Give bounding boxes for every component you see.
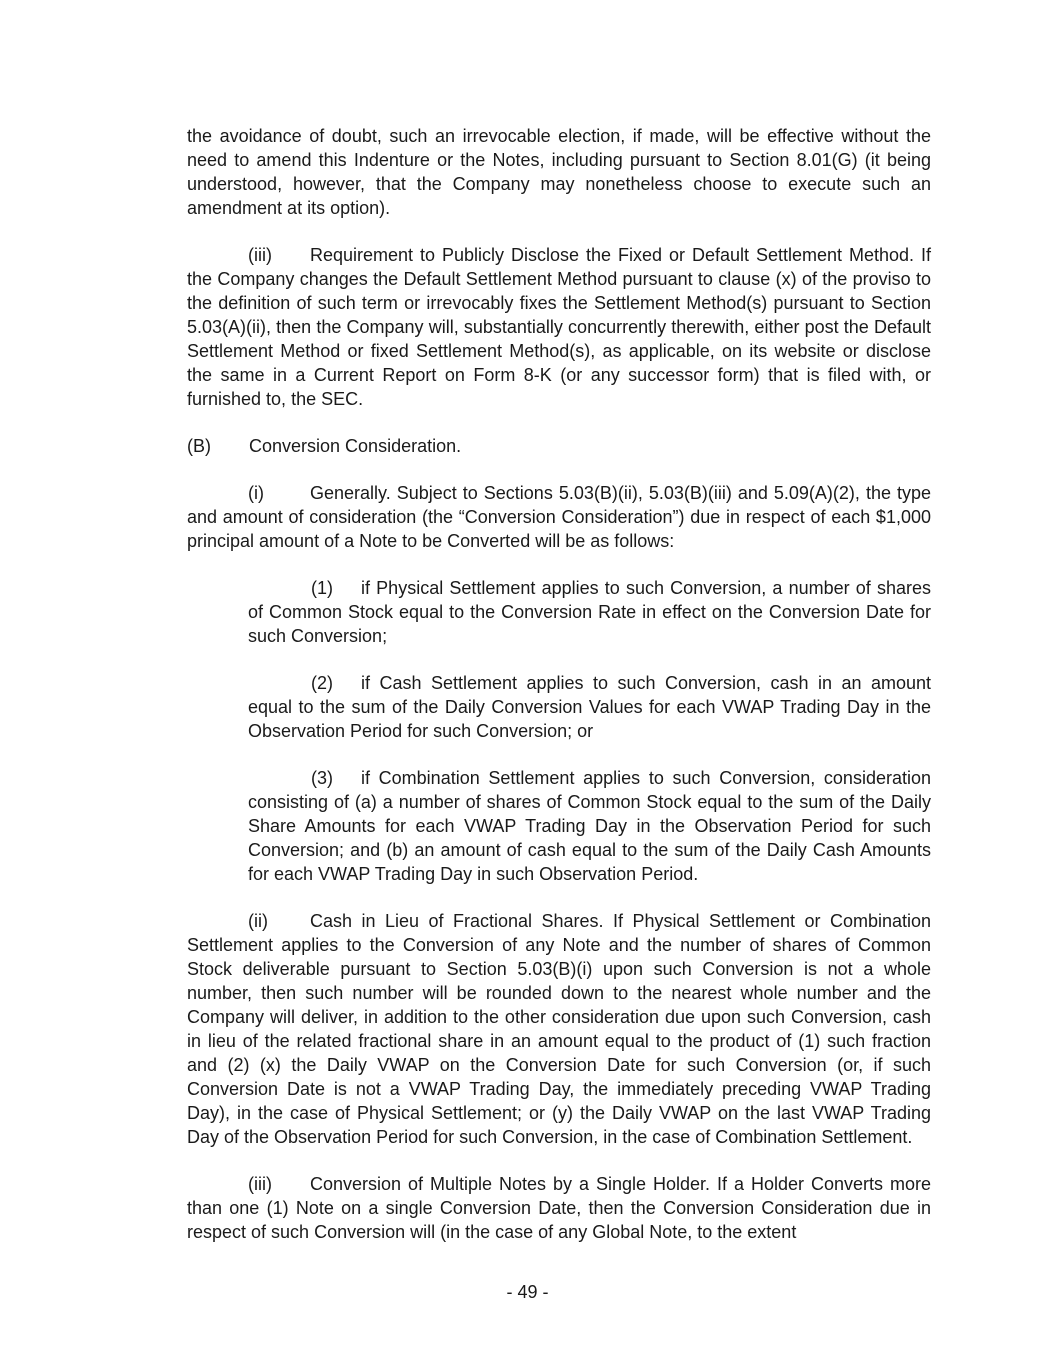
subparagraph-text: if Cash Settlement applies to such Conversion, cash in an amount equal to the sum of the Daily Conversion Values for each VWAP Trading Day in the Observation Period for such Conversion; or [248,673,931,741]
paragraph-iii-disclose-settlement-method [187,243,931,411]
paragraph-number: (ii) [248,911,268,931]
subparagraph-3-combination-settlement [248,766,931,886]
paragraph-iii-multiple-notes [187,1172,931,1244]
paragraph-continuation: the avoidance of doubt, such an irrevocable election, if made, will be effective without the need to amend this Indenture or the Notes, including pursuant to Section 8.01(G) (it being understood, however, that the Company may nonetheless choose to execute such an amendment at its option). [187,126,931,218]
subparagraph-1-physical-settlement [248,576,931,648]
subparagraph-text: if Combination Settlement applies to such Conversion, consideration consisting of (a) a number of shares of Common Stock equal to the sum of the Daily Share Amounts for each VWAP Trading Day in the Observation Period for such Conversion; and (b) an amount of cash equal to the sum of the Daily Cash Amounts for each VWAP Trading Day in such Observation Period. [248,768,931,884]
paragraph-i-generally [187,481,931,553]
paragraph-ii-fractional-shares [187,909,931,1149]
paragraph-number: (iii) [248,245,272,265]
page-number: - 49 - [506,1282,549,1302]
document-body [187,124,931,1267]
section-number: (B) [187,436,211,456]
section-title: Conversion Consideration. [249,436,462,456]
section-heading-b [187,434,931,458]
subparagraph-2-cash-settlement [248,671,931,743]
subparagraph-text: if Physical Settlement applies to such Conversion, a number of shares of Common Stock equal to the Conversion Rate in effect on the Conversion Date for such Conversion; [248,578,931,646]
subparagraph-number: (2) [311,673,333,693]
paragraph-number: (iii) [248,1174,272,1194]
paragraph-number: (i) [248,483,264,503]
paragraph-text: Conversion of Multiple Notes by a Single Holder. If a Holder Converts more than one (1) Note on a single Conversion Date, then the Conversion Consideration due in respect of such Conversion will (in the case of any Global Note, to the extent [187,1174,931,1242]
paragraph-text: Requirement to Publicly Disclose the Fixed or Default Settlement Method. If the Company changes the Default Settlement Method pursuant to clause (x) of the proviso to the definition of such term or irrevocably fixes the Settlement Method(s) pursuant to Section 5.03(A)(ii), then the Company will, substantially concurrently therewith, either post the Default Settlement Method or fixed Settlement Method(s), as applicable, on its website or disclose the same in a Current Report on Form 8-K (or any successor form) that is filed with, or furnished to, the SEC. [187,245,931,409]
paragraph-text: Cash in Lieu of Fractional Shares. If Physical Settlement or Combination Settlement applies to the Conversion of any Note and the number of shares of Common Stock deliverable pursuant to Section 5.03(B)(i) upon such Conversion is not a whole number, then such number will be rounded down to the nearest whole number and the Company will deliver, in addition to the other consideration due upon such Conversion, cash in lieu of the related fractional share in an amount equal to the product of (1) such fraction and (2) (x) the Daily VWAP on the Conversion Date for such Conversion (or, if such Conversion Date is not a VWAP Trading Day, the immediately preceding VWAP Trading Day), in the case of Physical Settlement; or (y) the Daily VWAP on the last VWAP Trading Day of the Observation Period for such Conversion, in the case of Combination Settlement. [187,911,931,1147]
paragraph-text: Generally. Subject to Sections 5.03(B)(ii), 5.03(B)(iii) and 5.09(A)(2), the type and amount of consideration (the “Conversion Consideration”) due in respect of each $1,000 principal amount of a Note to be Converted will be as follows: [187,483,931,551]
subparagraph-number: (1) [311,578,333,598]
subparagraph-number: (3) [311,768,333,788]
